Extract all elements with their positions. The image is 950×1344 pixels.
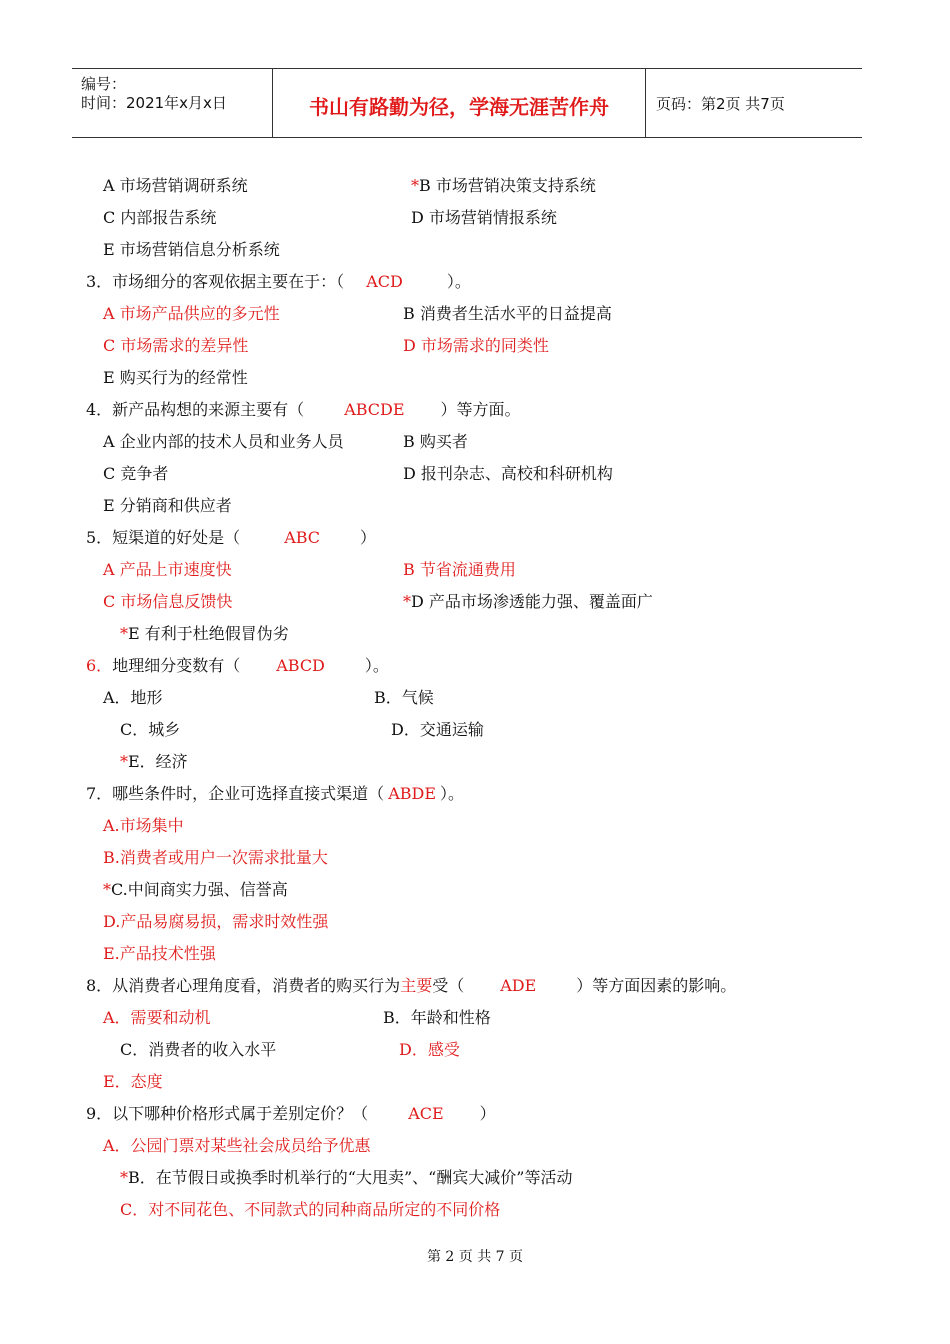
q3-option-a: A 市场产品供应的多元性	[103, 304, 280, 323]
q2-option-c: C 内部报告系统	[103, 208, 217, 227]
q5-question: 5．短渠道的好处是（ ABC ）	[86, 528, 377, 547]
q7-option-b: B.消费者或用户一次需求批量大	[103, 848, 328, 867]
q7-option-e: E.产品技术性强	[103, 944, 216, 963]
q3-question: 3．市场细分的客观依据主要在于：（ ACD ）。	[86, 272, 471, 291]
q2-option-e: E 市场营销信息分析系统	[103, 240, 280, 259]
page-header	[72, 68, 862, 138]
q6-option-b: B．气候	[374, 688, 434, 707]
q9-answer: ACE	[408, 1104, 444, 1123]
q9-question: 9．以下哪种价格形式属于差别定价？（ ACE ）	[86, 1104, 496, 1123]
q5-option-c: C 市场信息反馈快	[103, 592, 233, 611]
serial-label: 编号：	[81, 75, 127, 93]
q9-option-a: A．公园门票对某些社会成员给予优惠	[103, 1136, 371, 1155]
q4-option-e: E 分销商和供应者	[103, 496, 232, 515]
q8-option-a: A．需要和动机	[103, 1008, 211, 1027]
q8-answer: ADE	[500, 976, 537, 995]
q4-option-c: C 竞争者	[103, 464, 169, 483]
q5-answer: ABC	[284, 528, 321, 547]
q5-option-b: B 节省流通费用	[403, 560, 516, 579]
q7-question: 7．哪些条件时，企业可选择直接式渠道（ ABDE ）。	[86, 784, 465, 803]
q8-option-b: B．年龄和性格	[383, 1008, 491, 1027]
q7-answer: ABDE	[388, 784, 437, 803]
q4-option-b: B 购买者	[403, 432, 468, 451]
q2-option-d: D 市场营销情报系统	[411, 208, 557, 227]
q6-option-d: D．交通运输	[391, 720, 484, 739]
q4-option-d: D 报刊杂志、高校和科研机构	[403, 464, 613, 483]
q3-option-b: B 消费者生活水平的日益提高	[403, 304, 612, 323]
q5-option-a: A 产品上市速度快	[103, 560, 232, 579]
q3-answer: ACD	[366, 272, 403, 291]
q7-option-d: D.产品易腐易损，需求时效性强	[103, 912, 329, 931]
time-label: 时间：2021年x月x日	[81, 94, 227, 112]
q8-option-e: E．态度	[103, 1072, 163, 1091]
q4-answer: ABCDE	[344, 400, 405, 419]
q2-option-b: *B 市场营销决策支持系统	[411, 176, 596, 195]
q7-option-a: A.市场集中	[103, 816, 184, 835]
header-page-cell	[646, 69, 862, 137]
q9-option-c: C．对不同花色、不同款式的同种商品所定的不同价格	[120, 1200, 501, 1219]
q3-option-d: D 市场需求的同类性	[403, 336, 549, 355]
q6-option-e: *E．经济	[120, 752, 188, 771]
q6-option-c: C．城乡	[120, 720, 181, 739]
q9-option-b: *B．在节假日或换季时机举行的“大甩卖”、“酬宾大减价”等活动	[120, 1168, 573, 1187]
q4-question: 4．新产品构想的来源主要有（ ABCDE ）等方面。	[86, 400, 521, 419]
q3-option-e: E 购买行为的经常性	[103, 368, 248, 387]
page-footer: 第 2 页 共 7 页	[426, 1249, 524, 1265]
q5-option-d: *D 产品市场渗透能力强、覆盖面广	[403, 592, 653, 611]
motto: 书山有路勤为径，学海无涯苦作舟	[309, 95, 609, 119]
q7-option-c: *C.中间商实力强、信誉高	[103, 880, 288, 899]
q4-option-a: A 企业内部的技术人员和业务人员	[103, 432, 344, 451]
q3-option-c: C 市场需求的差异性	[103, 336, 249, 355]
q5-option-e: *E 有利于杜绝假冒伪劣	[120, 624, 289, 643]
q6-answer: ABCD	[276, 656, 325, 675]
q8-option-c: C．消费者的收入水平	[120, 1040, 277, 1059]
q2-option-a: A 市场营销调研系统	[103, 176, 248, 195]
page-number-label: 页码：第2页 共7页	[656, 95, 785, 113]
q6-question: 6．地理细分变数有（ ABCD ）。	[86, 656, 389, 675]
header-motto-cell	[273, 69, 646, 137]
q8-option-d: D．感受	[399, 1040, 460, 1059]
q8-question: 8．从消费者心理角度看，消费者的购买行为主要受（ ADE ）等方面因素的影响。	[86, 976, 737, 995]
q6-option-a: A．地形	[103, 688, 163, 707]
header-meta-cell	[72, 69, 273, 137]
